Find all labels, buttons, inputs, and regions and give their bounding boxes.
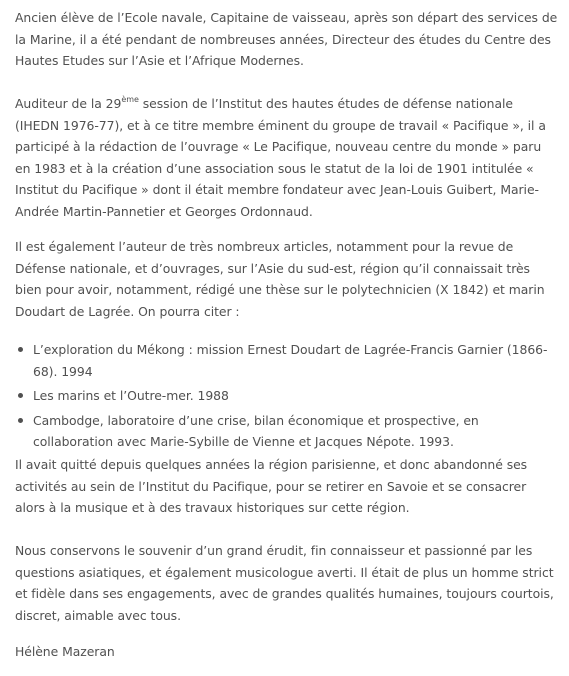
bullet-icon <box>18 418 23 423</box>
signature: Hélène Mazeran <box>15 644 115 659</box>
paragraph-ihedn-rest: session de l’Institut des hautes études de défense nationale (IHEDN 1976-77), et à ce titre membre éminent du groupe de travail « Pacifique », il a participé à la rédaction de l’ouvrage « Le Pacifique, nouveau centre du monde » paru en 1983 et à la création d’une association sous le statut de la loi de 1901 intitulée « Institut du Pacifique » dont il était membre fondateur avec Jean-Louis Guibert, Marie-Andrée Martin-Pannetier et Georges Ordonnaud. <box>15 96 546 219</box>
list-item-text: L’exploration du Mékong : mission Ernest Doudart de Lagrée-Francis Garnier (1866-68). 1994 <box>33 342 548 379</box>
list-item-text: Les marins et l’Outre-mer. 1988 <box>33 388 229 403</box>
publications-list <box>15 339 559 456</box>
list-item <box>15 339 559 382</box>
ordinal-superscript: ème <box>121 94 139 104</box>
list-item-text: Cambodge, laboratoire d’une crise, bilan économique et prospective, en collaboration avec Marie-Sybille de Vienne et Jacques Népote. 1993. <box>33 412 479 449</box>
list-item <box>15 410 559 453</box>
bullet-icon <box>18 393 23 398</box>
paragraph-retirement: Il avait quitté depuis quelques années la région parisienne, et donc abandonné ses activités au sein de l’Institut du Pacifique, pour se retirer en Savoie et se consacrer alors à la musique et à des travaux historiques sur cette région. <box>15 457 528 515</box>
paragraph-publications: Il est également l’auteur de très nombreux articles, notamment pour la revue de Défense nationale, et d’ouvrages, sur l’Asie du sud-est, région qu’il connaissait très bien pour avoir, notamment, rédigé une thèse sur le polytechnicien (X 1842) et marin Doudart de Lagrée. On pourra citer : <box>15 239 545 319</box>
paragraph-ihedn-start: Auditeur de la 29 <box>15 96 122 111</box>
list-item <box>15 385 559 407</box>
paragraph-ihedn <box>15 93 559 222</box>
bullet-icon <box>18 347 23 352</box>
paragraph-tribute: Nous conservons le souvenir d’un grand érudit, fin connaisseur et passionné par les questions asiatiques, et également musicologue averti. Il était de plus un homme strict et fidèle dans ses engagements, avec de grandes qualités humaines, toujours courtois, discret, aimable avec tous. <box>15 543 554 623</box>
paragraph-biography: Ancien élève de l’Ecole navale, Capitaine de vaisseau, après son départ des services de la Marine, il a été pendant de nombreuses années, Directeur des études du Centre des Hautes Etudes sur l’Asie et l’Afrique Modernes. <box>15 10 558 68</box>
